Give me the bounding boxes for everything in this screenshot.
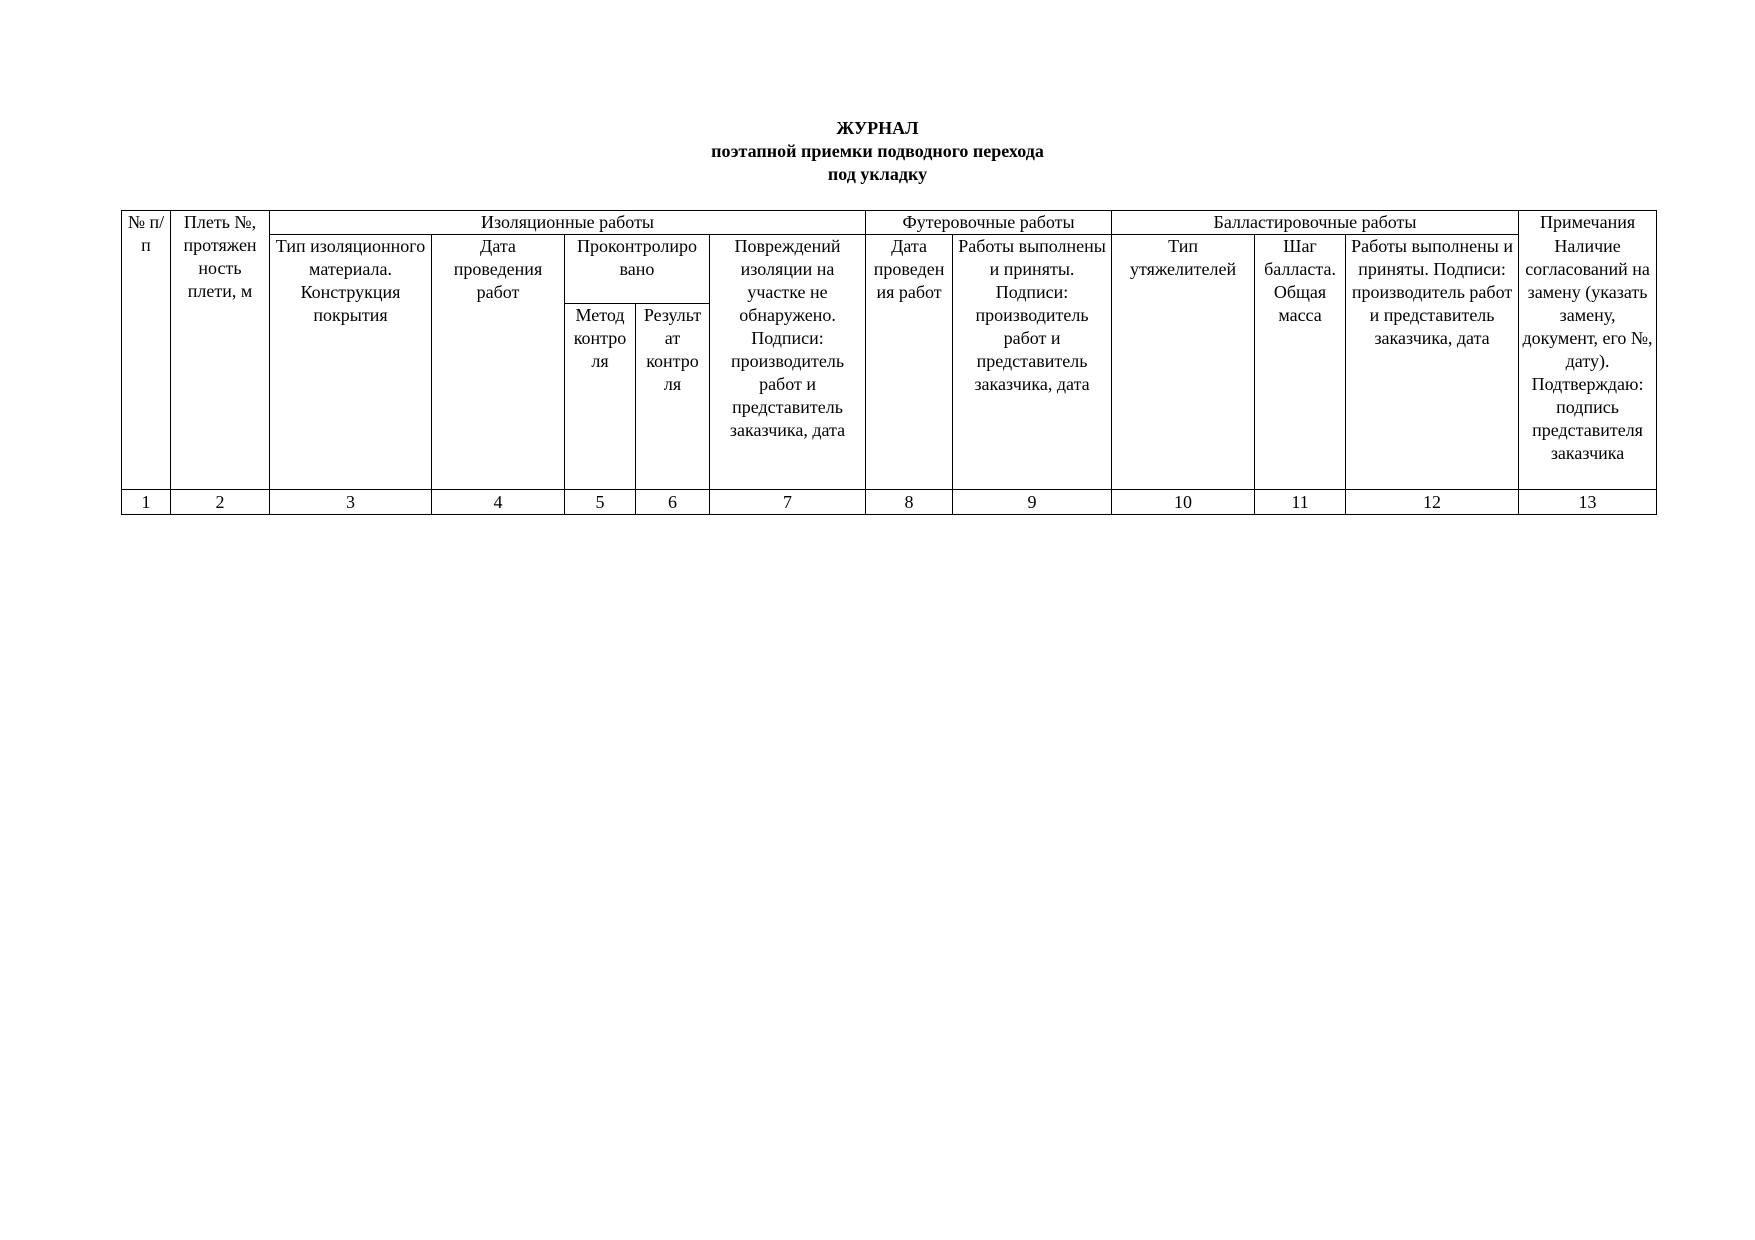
header-row-number-blank	[122, 304, 171, 490]
header-inspected: Проконтролиро вано	[565, 235, 710, 304]
column-number: 8	[866, 490, 953, 515]
header-insulation-type: Тип изоляционного материала. Конструкция покрытия	[270, 235, 432, 490]
header-group-ballast: Балластировочные работы	[1112, 211, 1519, 235]
header-string-length: Плеть №, протяжен ность плети, м	[171, 211, 270, 490]
column-number: 2	[171, 490, 270, 515]
header-row-sub	[122, 235, 1657, 304]
header-row-number: № п/п	[122, 211, 171, 304]
header-no-damage: Повреждений изоляции на участке не обнаружено. Подписи: производитель работ и представитель заказчика, дата	[710, 235, 866, 490]
title-line-3: под укладку	[827, 164, 928, 184]
column-number: 4	[432, 490, 565, 515]
header-group-insulation: Изоляционные работы	[270, 211, 866, 235]
column-number: 7	[710, 490, 866, 515]
header-ballast-step: Шаг балласта. Общая масса	[1255, 235, 1346, 490]
column-number: 5	[565, 490, 636, 515]
column-number: 12	[1346, 490, 1519, 515]
header-weights-type: Тип утяжелителей	[1112, 235, 1255, 490]
column-numbers-row	[122, 490, 1657, 515]
header-ballast-accepted: Работы выполнены и приняты. Подписи: производитель работ и представитель заказчика, дата	[1346, 235, 1519, 490]
header-lining-accepted: Работы выполнены и приняты. Подписи: производитель работ и представитель заказчика, дата	[953, 235, 1112, 490]
header-row-groups	[122, 211, 1657, 235]
title-line-2: поэтапной приемки подводного перехода	[711, 141, 1044, 161]
header-notes-text: Наличие согласований на замену (указать замену, документ, его №, дату). Подтверждаю: подпись представителя заказчика	[1519, 235, 1657, 490]
title-line-1: ЖУРНАЛ	[836, 118, 919, 138]
column-number: 9	[953, 490, 1112, 515]
header-insulation-date: Дата проведения работ	[432, 235, 565, 490]
header-group-lining: Футеровочные работы	[866, 211, 1112, 235]
journal-title	[0, 117, 1755, 186]
header-inspection-method: Метод контро ля	[565, 304, 636, 490]
header-inspection-result: Результ ат контро ля	[636, 304, 710, 490]
column-number: 11	[1255, 490, 1346, 515]
header-lining-date: Дата проведен ия работ	[866, 235, 953, 490]
column-number: 13	[1519, 490, 1657, 515]
column-number: 10	[1112, 490, 1255, 515]
header-group-notes: Примечания	[1519, 211, 1657, 235]
acceptance-journal-table	[121, 210, 1657, 515]
column-number: 3	[270, 490, 432, 515]
column-number: 1	[122, 490, 171, 515]
column-number: 6	[636, 490, 710, 515]
